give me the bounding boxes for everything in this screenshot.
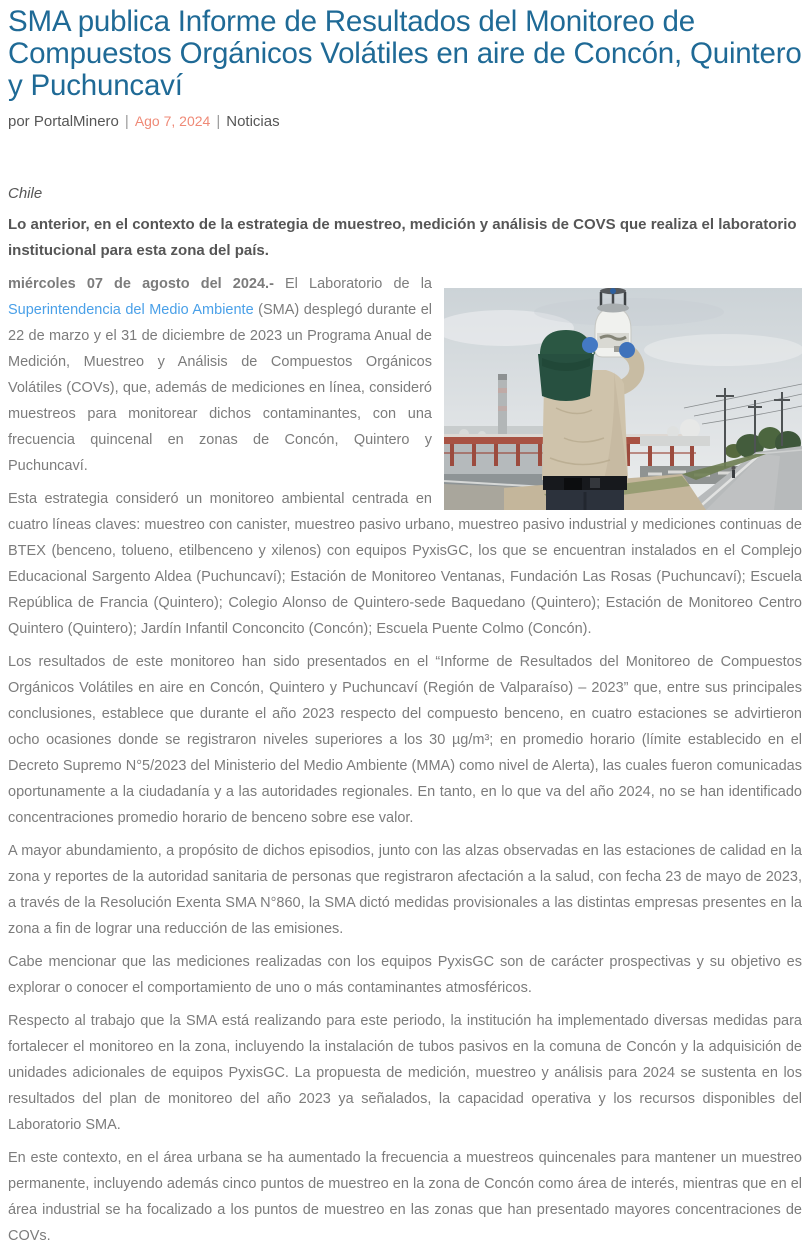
- article-body: [8, 271, 802, 1249]
- paragraph-text: A mayor abundamiento, a propósito de dichos episodios, junto con las alzas observadas en las estaciones de calidad en la zona y reportes de la autoridad sanitaria de personas que registraron afectación a la salud, con fecha 23 de mayo de 2023, a través de la Resolución Exenta SMA N°860, la SMA dictó medidas provisionales a las distintas empresas presentes en la zona a fin de lograr una reducción de las emisiones.: [8, 843, 802, 937]
- paragraph-text: Respecto al trabajo que la SMA está realizando para este periodo, la institución ha implementado diversas medidas para fortalecer el monitoreo en la zona, incluyendo la instalación de tubos pasivos en la comuna de Concón y la adquisición de unidades adicionales de equipos PyxisGC. La propuesta de medición, muestreo y análisis para 2024 se sustenta en los resultados del plan de monitoreo del año 2023 ya señalados, la capacidad operativa y los recursos disponibles del Laboratorio SMA.: [8, 1013, 802, 1133]
- article-photo: [444, 288, 802, 510]
- paragraph-text: El Laboratorio de la: [285, 276, 432, 292]
- byline-prefix: por: [8, 113, 30, 130]
- blue-glove: [582, 337, 598, 353]
- post-date: Ago 7, 2024: [134, 113, 211, 129]
- page-title: SMA publica Informe de Resultados del Monitoreo de Compuestos Orgánicos Volátiles en aire de Concón, Quintero y Puchuncaví: [8, 5, 802, 102]
- article-paragraph: [8, 1008, 802, 1138]
- chimney: [498, 374, 507, 440]
- paragraph-text: Cabe mencionar que las mediciones realizadas con los equipos PyxisGC son de carácter prospectivas y su objetivo es explorar o conocer el comportamiento de uno o más contaminantes atmosféricos.: [8, 954, 802, 996]
- paragraph-text: Los resultados de este monitoreo han sido presentados en el “Informe de Resultados del Monitoreo de Compuestos Orgánicos Volátiles en aire en Concón, Quintero y Puchuncaví (Región de Valparaíso) – 2023” que, entre sus principales conclusiones, establece que durante el año 2023 respecto del compuesto benceno, en cuatro estaciones se advirtieron ocho ocasiones donde se registraron niveles superiores a los 30 µg/m³; en promedio horario (límite establecido en el Decreto Supremo N°5/2023 del Ministerio del Medio Ambiente (MMA) como nivel de Alerta), las cuales fueron comunicadas oportunamente a la ciudadanía y a las autoridades regionales. En tanto, en lo que va del año 2024, no se han identificado concentraciones promedio horario de benceno sobre ese valor.: [8, 654, 802, 826]
- location-tag: Chile: [8, 185, 43, 202]
- byline-separator: |: [124, 113, 129, 130]
- article-paragraph: [8, 1145, 802, 1249]
- category-link[interactable]: Noticias: [226, 113, 280, 130]
- lead-paragraph: Lo anterior, en el contexto de la estrategia de muestreo, medición y análisis de COVS que realiza el laboratorio institucional para esta zona del país.: [8, 216, 797, 259]
- byline: [8, 112, 802, 131]
- article-paragraph: [8, 949, 802, 1001]
- sma-inline-link[interactable]: Superintendencia del Medio Ambiente: [8, 302, 254, 318]
- paragraph-text: En este contexto, en el área urbana se ha aumentado la frecuencia a muestreos quincenales para mantener un muestreo permanente, incluyendo además cinco puntos de muestreo en la zona de Concón como área de interés, mientras que en el área industrial se ha focalizado a los puntos de muestreo en las zonas que han presentado mayores concentraciones de COVs.: [8, 1150, 802, 1244]
- article-paragraph: [8, 838, 802, 942]
- paragraph-text: Esta estrategia consideró un monitoreo ambiental centrada en cuatro líneas claves: muestreo con canister, muestreo pasivo urbano, muestreo pasivo industrial y mediciones continuas de BTEX (benceno, tolueno, etilbenceno y xilenos) con equipos PyxisGC, los que se encuentran instalados en el Complejo Educacional Sargento Aldea (Puchuncaví); Estación de Monitoreo Ventanas, Fundación Las Rosas (Puchuncaví); Escuela República de Francia (Quintero); Colegio Alonso de Quintero-sede Baquedano (Quintero); Estación de Monitoreo Centro Quintero (Quintero); Jardín Infantil Conconcito (Concón); Escuela Puente Colmo (Concón).: [8, 491, 802, 637]
- article-paragraph: [8, 649, 802, 831]
- paragraph-text: (SMA) desplegó durante el 22 de marzo y el 31 de diciembre de 2023 un Programa Anual de Medición, Muestreo y Análisis de Compuestos Orgánicos Volátiles (COVs), que, además de mediciones en línea, consideró muestreos para monitorear dichos contaminantes, con una frecuencia quincenal en zonas de Concón, Quintero y Puchuncaví.: [8, 302, 433, 474]
- byline-separator: |: [216, 113, 221, 130]
- blue-glove: [619, 342, 635, 358]
- monitoring-photo-illustration: [444, 288, 802, 510]
- article-page: [0, 6, 810, 1249]
- paragraph-bold-text: miércoles 07 de agosto del 2024.-: [8, 276, 285, 292]
- author-link[interactable]: PortalMinero: [33, 113, 119, 130]
